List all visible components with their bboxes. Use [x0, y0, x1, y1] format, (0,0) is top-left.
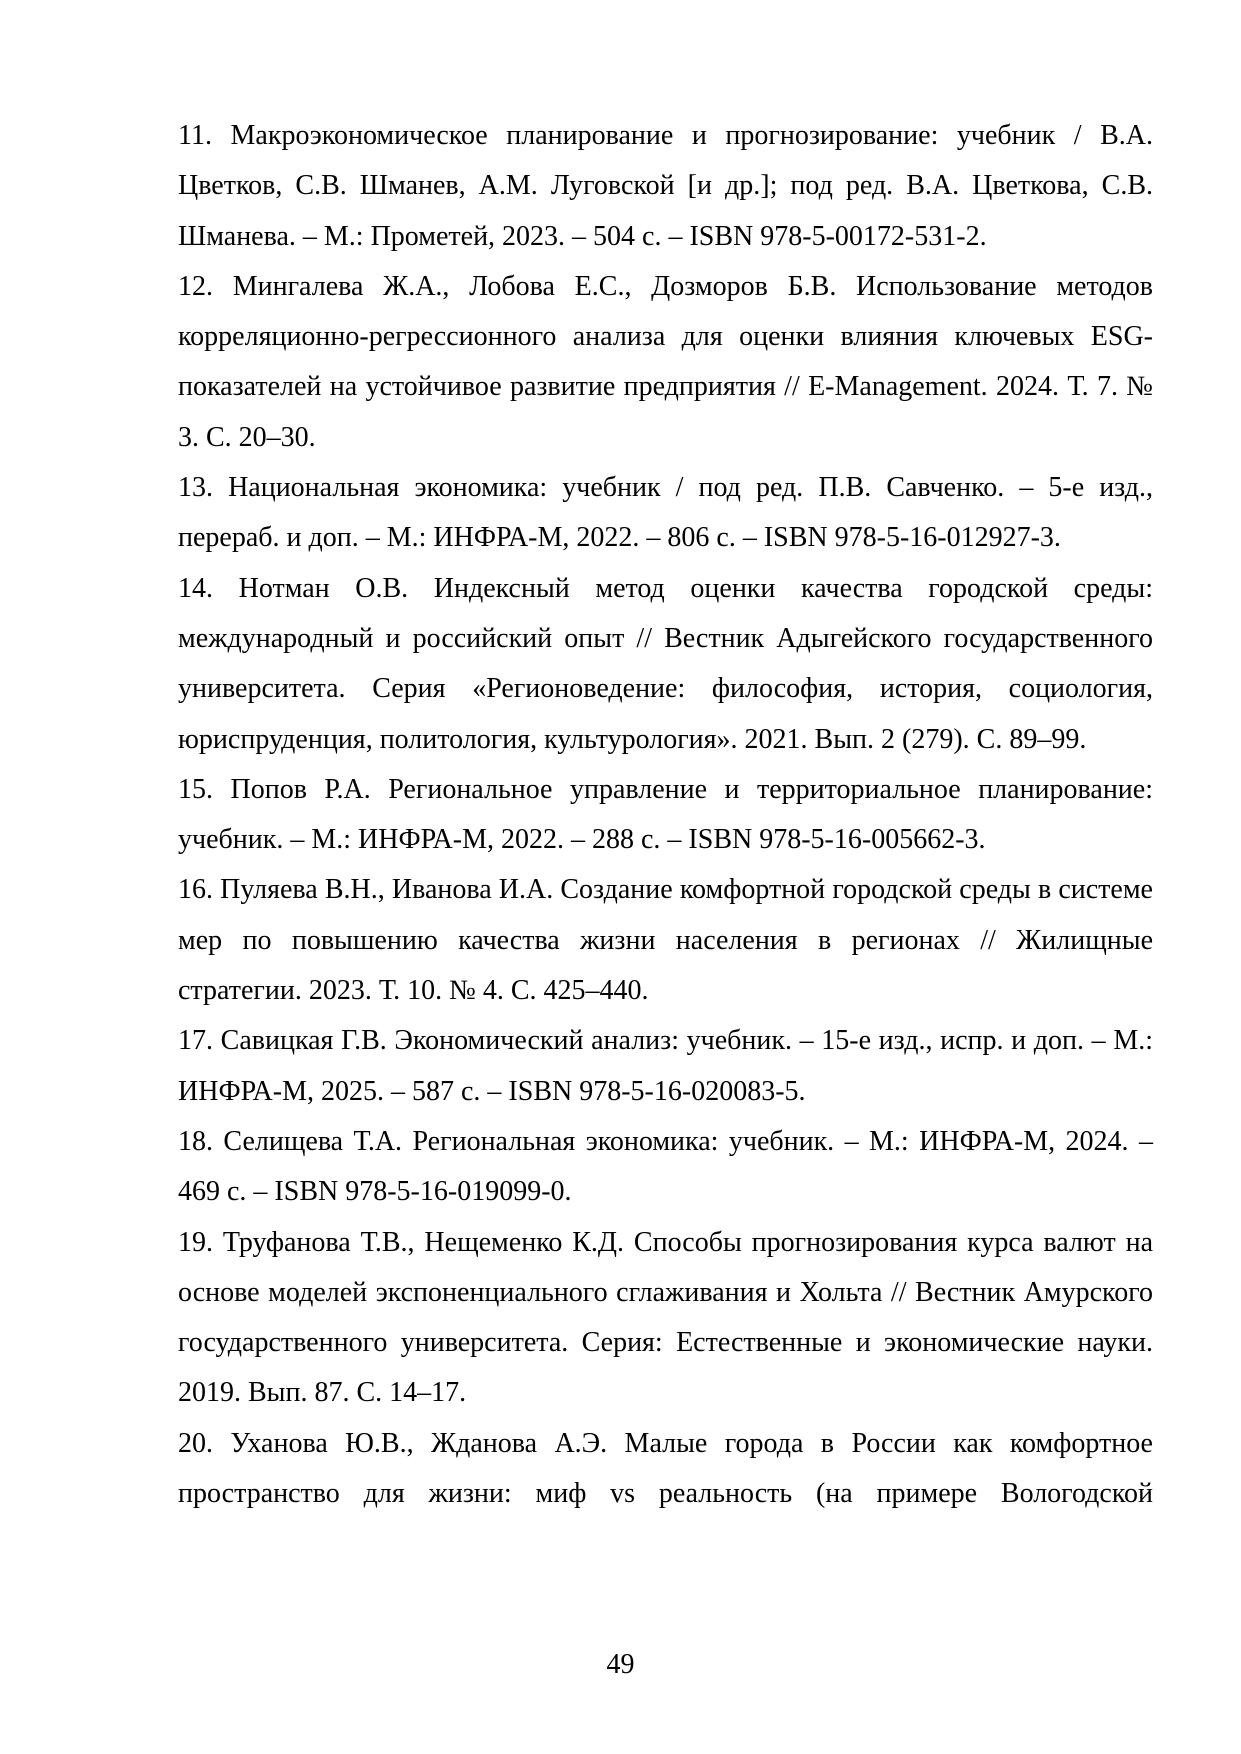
- reference-item-11: 11. Макроэкономическое планирование и прогнозирование: учебник / В.А. Цветков, С.В. Шманев, А.М. Луговской [и др.]; под ред. В.А. Цветкова, С.В. Шманева. – М.: Прометей, 2023. – 504 с. – ISBN 978-5-00172-531-2.: [178, 120, 1153, 252]
- reference-item-12: 12. Мингалева Ж.А., Лобова Е.С., Дозморов Б.В. Использование методов корреляционно-регрессионного анализа для оценки влияния ключевых ESG-показателей на устойчивое развитие предприятия // E-Management. 2024. Т. 7. № 3. С. 20–30.: [178, 270, 1153, 453]
- reference-item-14: 14. Нотман О.В. Индексный метод оценки качества городской среды: международный и российский опыт // Вестник Адыгейского государственного университета. Серия «Регионоведение: философия, история, социология, юриспруденция, политология, культурология». 2021. Вып. 2 (279). С. 89–99.: [178, 572, 1153, 755]
- reference-item-20: 20. Уханова Ю.В., Жданова А.Э. Малые города в России как комфортное пространство для жизни: миф vs реальность (на примере Вологодской: [178, 1427, 1153, 1510]
- reference-item-19: 19. Труфанова Т.В., Нещеменко К.Д. Способы прогнозирования курса валют на основе моделей экспоненциального сглаживания и Хольта // Вестник Амурского государственного университета. Серия: Естественные и экономические науки. 2019. Вып. 87. С. 14–17.: [178, 1226, 1153, 1409]
- page-number: 49: [606, 1649, 635, 1680]
- reference-item-17: 17. Савицкая Г.В. Экономический анализ: учебник. – 15-е изд., испр. и доп. – М.: ИНФРА-М, 2025. – 587 с. – ISBN 978-5-16-020083-5.: [178, 1025, 1153, 1107]
- reference-list: [178, 111, 1153, 1519]
- reference-item-15: 15. Попов Р.А. Региональное управление и территориальное планирование: учебник. – М.: ИНФРА-М, 2022. – 288 с. – ISBN 978-5-16-005662-3.: [178, 773, 1153, 856]
- reference-item-13: 13. Национальная экономика: учебник / под ред. П.В. Савченко. – 5-е изд., перераб. и доп. – М.: ИНФРА-М, 2022. – 806 с. – ISBN 978-5-16-012927-3.: [178, 472, 1153, 554]
- reference-item-16: 16. Пуляева В.Н., Иванова И.А. Создание комфортной городской среды в системе мер по повышению качества жизни населения в регионах // Жилищные стратегии. 2023. Т. 10. № 4. С. 425–440.: [178, 874, 1153, 1007]
- reference-item-18: 18. Селищева Т.А. Региональная экономика: учебник. – М.: ИНФРА-М, 2024. – 469 с. – ISBN 978-5-16-019099-0.: [178, 1125, 1153, 1208]
